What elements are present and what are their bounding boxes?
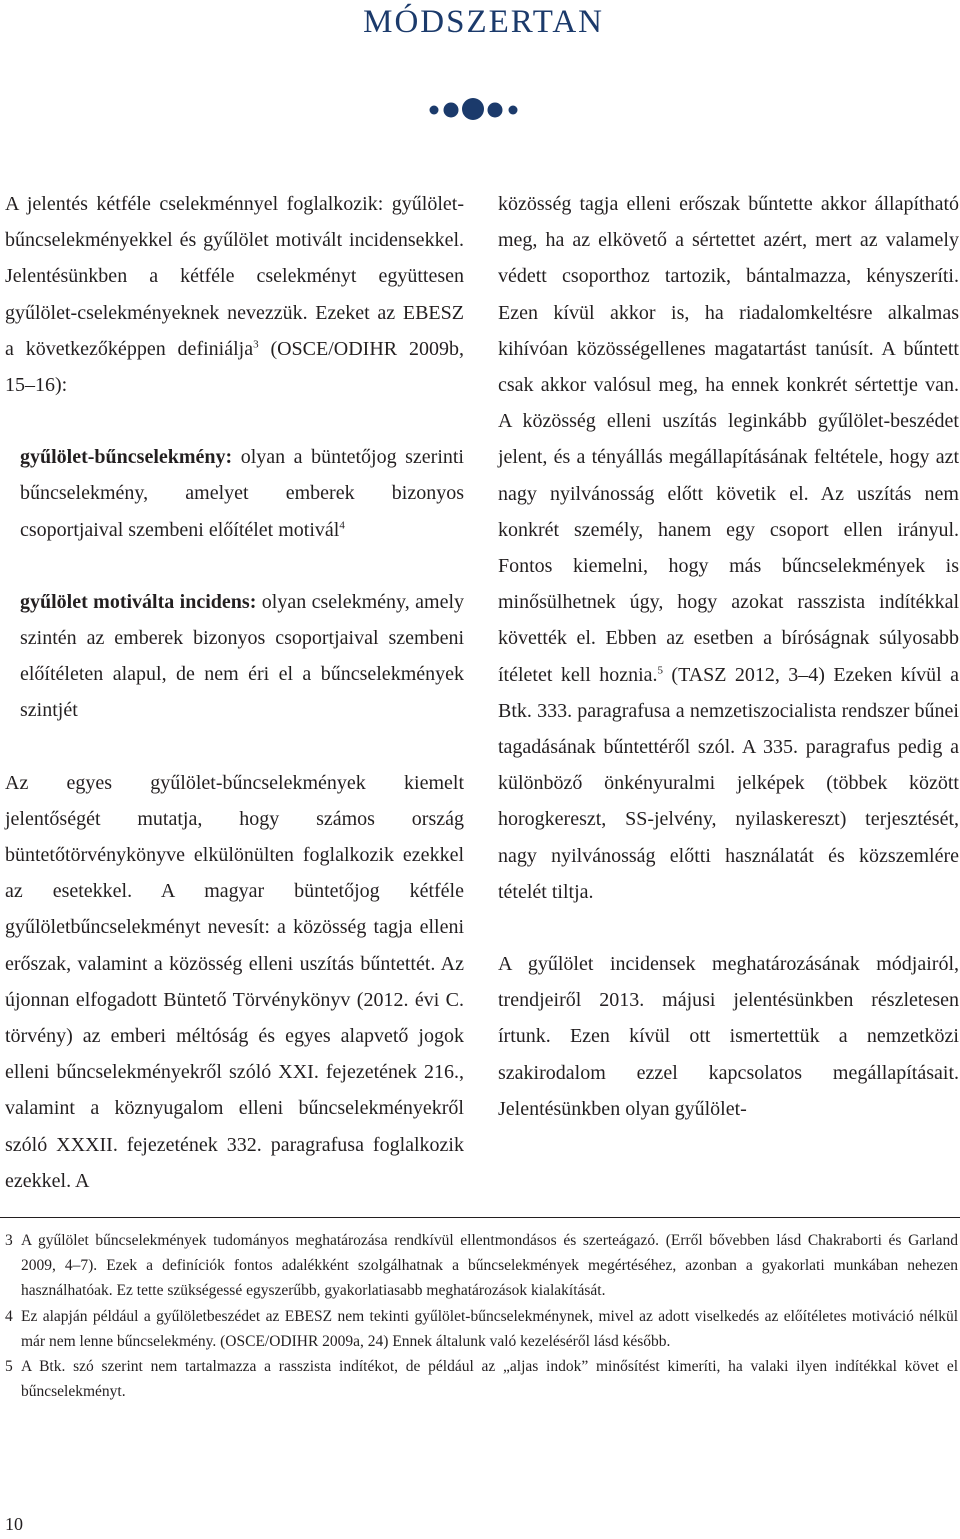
page-number: 10 xyxy=(5,1514,23,1534)
section-title: MÓDSZERTAN xyxy=(363,4,604,40)
footnote-divider xyxy=(0,1217,960,1218)
definition-hate-incident: gyűlölet motiválta incidens: olyan cselekmény, amely szintén az emberek bizonyos csoportjaival szembeni előítéleten alapul, de nem éri el a bűncselekmények szintjét xyxy=(20,590,465,722)
intro-paragraph: A jelentés kétféle cselekménnyel foglalkozik: gyűlölet-bűncselekményekkel és gyűlölet motivált incidensekkel. Jelentésünkben a kétféle cselekményt együttesen gyűlölet-cselekményeknek nevezzük. Ezeket az EBESZ a következőképpen definiálja$^3$ (OSCE/ODIHR 2009b, 15–16): xyxy=(5,193,464,397)
definition-term: gyűlölet motiválta incidens: xyxy=(20,590,257,613)
footnotes xyxy=(5,1228,958,1404)
footnote: 5 A Btk. szó szerint nem tartalmazza a rasszista indítékot, de például az „aljas indok” minősítést kimeríti, ha valaki ilyen indítékkal követ el bűncselekményt. xyxy=(5,1358,958,1401)
right-column xyxy=(498,186,959,1127)
definition-term: gyűlölet-bűncselekmény: xyxy=(20,446,233,469)
body-paragraph: Az egyes gyűlölet-bűncselekmények kiemelt jelentőségét mutatja, hogy számos ország büntetőtörvénykönyve elkülönülten foglalkozik ezekkel az esetekkel. A magyar büntetőjog kétféle gyűlöletbűncselekményt nevesít: a közösség tagja elleni erőszak, valamint a közösség elleni uszítás bűntettét. Az újonnan elfogadott Büntető Törvénykönyv (2012. évi C. törvény) az emberi méltóság és egyes alapvető jogok elleni bűncselekményekről szóló XXI. fejezetének 216., valamint a köznyugalom elleni bűncselekményekről szóló XXXII. fejezetének 332. paragrafusa foglalkozik ezekkel. A xyxy=(5,771,464,1192)
definition-hate-crime: gyűlölet-bűncselekmény: olyan a büntetőjog szerinti bűncselekmény, amelyet emberek bizonyos csoportjaival szembeni előítélet motivál$^4$ xyxy=(20,446,464,541)
footnote-ref-5[interactable]: 5 xyxy=(657,663,664,676)
dots-ornament-icon xyxy=(428,93,528,127)
body-paragraph: A gyűlölet incidensek meghatározásának módjairól, trendjeiről 2013. májusi jelentésünkben részletesen írtunk. Ezen kívül ott ismertettük a nemzetközi szakirodalom ezzel kapcsolatos megállapításait. Jelentésünkben olyan gyűlölet- xyxy=(498,953,959,1120)
left-column xyxy=(5,186,464,1199)
footnote: 3 A gyűlölet bűncselekmények tudományos meghatározása rendkívül ellentmondásos és szerteágazó. (Erről bővebben lásd Chakraborti és Garland 2009, 4–7). Ezek a definíciók fontos adalékként szolgálhatnak a bűncselekmények megértéséhez, azonban a gyakorlati munkában nehezen használhatóak. Ez tette szükségessé egyszerűbb, gyakorlatiasabb meghatározások kialakítását. xyxy=(5,1232,958,1300)
footnote-ref-3[interactable]: 3 xyxy=(253,338,259,351)
footnote: 4 Ez alapján például a gyűlöletbeszédet az EBESZ nem tekinti gyűlölet-bűncselekménynek, mivel az adott viselkedés az előítéletes motiváció nélkül már nem lenne bűncselekmény. (OSCE/ODIHR 2009a, 24) Ennek általunk való kezeléséről lásd később. xyxy=(5,1307,958,1350)
footnote-ref-4[interactable]: 4 xyxy=(339,518,345,531)
body-paragraph: közösség tagja elleni erőszak bűntette akkor állapítható meg, ha az elkövető a sértettet azért, mert az valamely védett csoporthoz tartozik, bántalmazza, kényszeríti. Ezen kívül akkor is, ha riadalomkeltésre alkalmas kihívóan közösségellenes magatartást tanúsít. A bűntett csak akkor valósul meg, ha ennek konkrét sértettje van. A közösség elleni uszítás leginkább gyűlölet-beszédet jelent, és a tényállás megállapításának feltétele, hogy azt nagy nyilvánosság előtt követik el. Az uszítás nem konkrét személy, hanem egy csoport ellen irányul. Fontos kiemelni, hogy más bűncselekmények is minősülhetnek úgy, hogy azokat rasszista indítékkal követték el. Ebben az esetben a bíróságnak súlyosabb ítéletet kell hoznia.$^5$ (TASZ 2012, 3–4) Ezeken kívül a Btk. 333. paragrafusa a nemzetiszocialista rendszer bűnei tagadásának bűntettéről szól. A 335. paragrafus pedig a különböző önkényuralmi jelképek (többek között horogkereszt, SS-jelvény, nyilaskereszt) terjesztését, nagy nyilvánosság előtti használatát és közszemlére tételét tiltja. xyxy=(498,193,960,903)
